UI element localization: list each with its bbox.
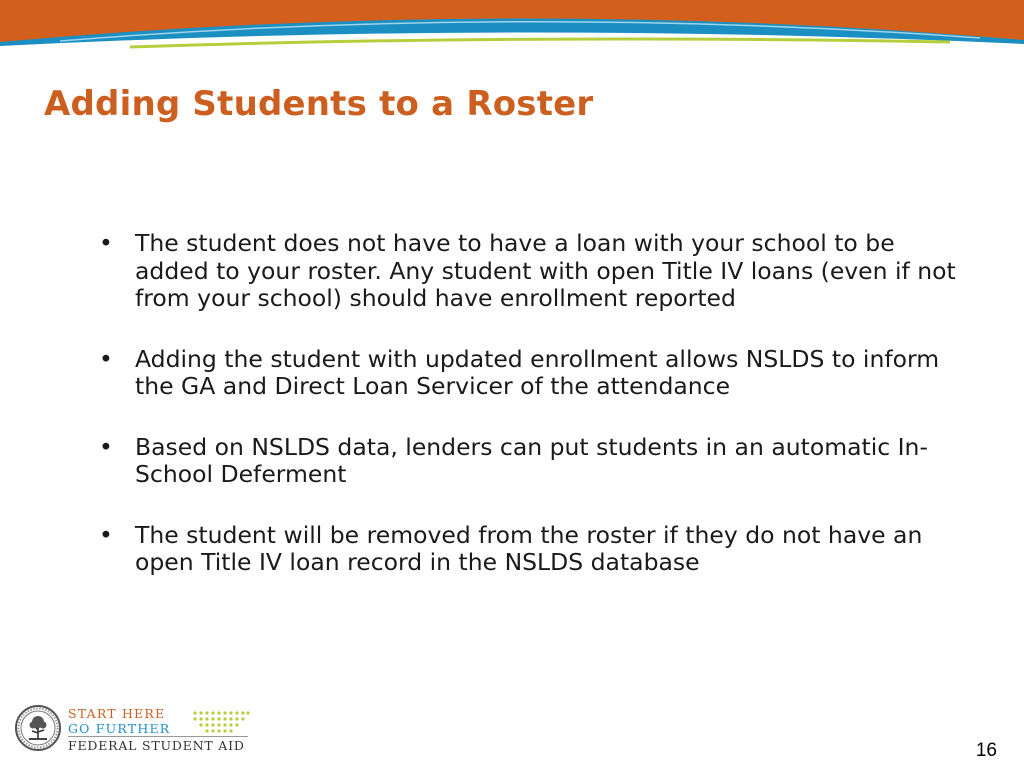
- bullet-marker: •: [99, 520, 113, 549]
- federal-student-aid-logo: [14, 702, 254, 758]
- header-banner: [0, 0, 1024, 60]
- logo-start-here: START HERE: [68, 706, 166, 721]
- logo-divider: [68, 736, 248, 737]
- bullet-text: The student does not have to have a loan with your school to be added to your roster. Any student with open Title IV loans (even if not from your school) should have enrollment reported: [135, 229, 956, 312]
- logo-wordmark: [68, 706, 254, 756]
- bullet-item: [97, 230, 957, 313]
- bullet-text: Adding the student with updated enrollment allows NSLDS to inform the GA and Direct Loan Servicer of the attendance: [135, 344, 940, 400]
- slide-title: Adding Students to a Roster: [44, 84, 594, 124]
- bullet-item: [97, 346, 957, 401]
- bullet-text: The student will be removed from the roster if they do not have an open Title IV loan record in the NSLDS database: [135, 520, 923, 576]
- logo-go-further: GO FURTHER: [68, 721, 171, 736]
- logo-dot-grid-icon: [192, 710, 250, 734]
- bullet-item: [97, 522, 957, 577]
- bullet-list: [97, 230, 957, 610]
- department-seal-icon: [14, 704, 62, 752]
- logo-federal-student-aid: FEDERAL STUDENT AID: [68, 738, 245, 753]
- bullet-marker: •: [99, 229, 113, 257]
- bullet-marker: •: [99, 344, 113, 373]
- page-number: 16: [975, 740, 997, 761]
- bullet-text: Based on NSLDS data, lenders can put students in an automatic In-School Deferment: [135, 432, 928, 488]
- bullet-item: [97, 434, 957, 489]
- bullet-marker: •: [99, 432, 113, 461]
